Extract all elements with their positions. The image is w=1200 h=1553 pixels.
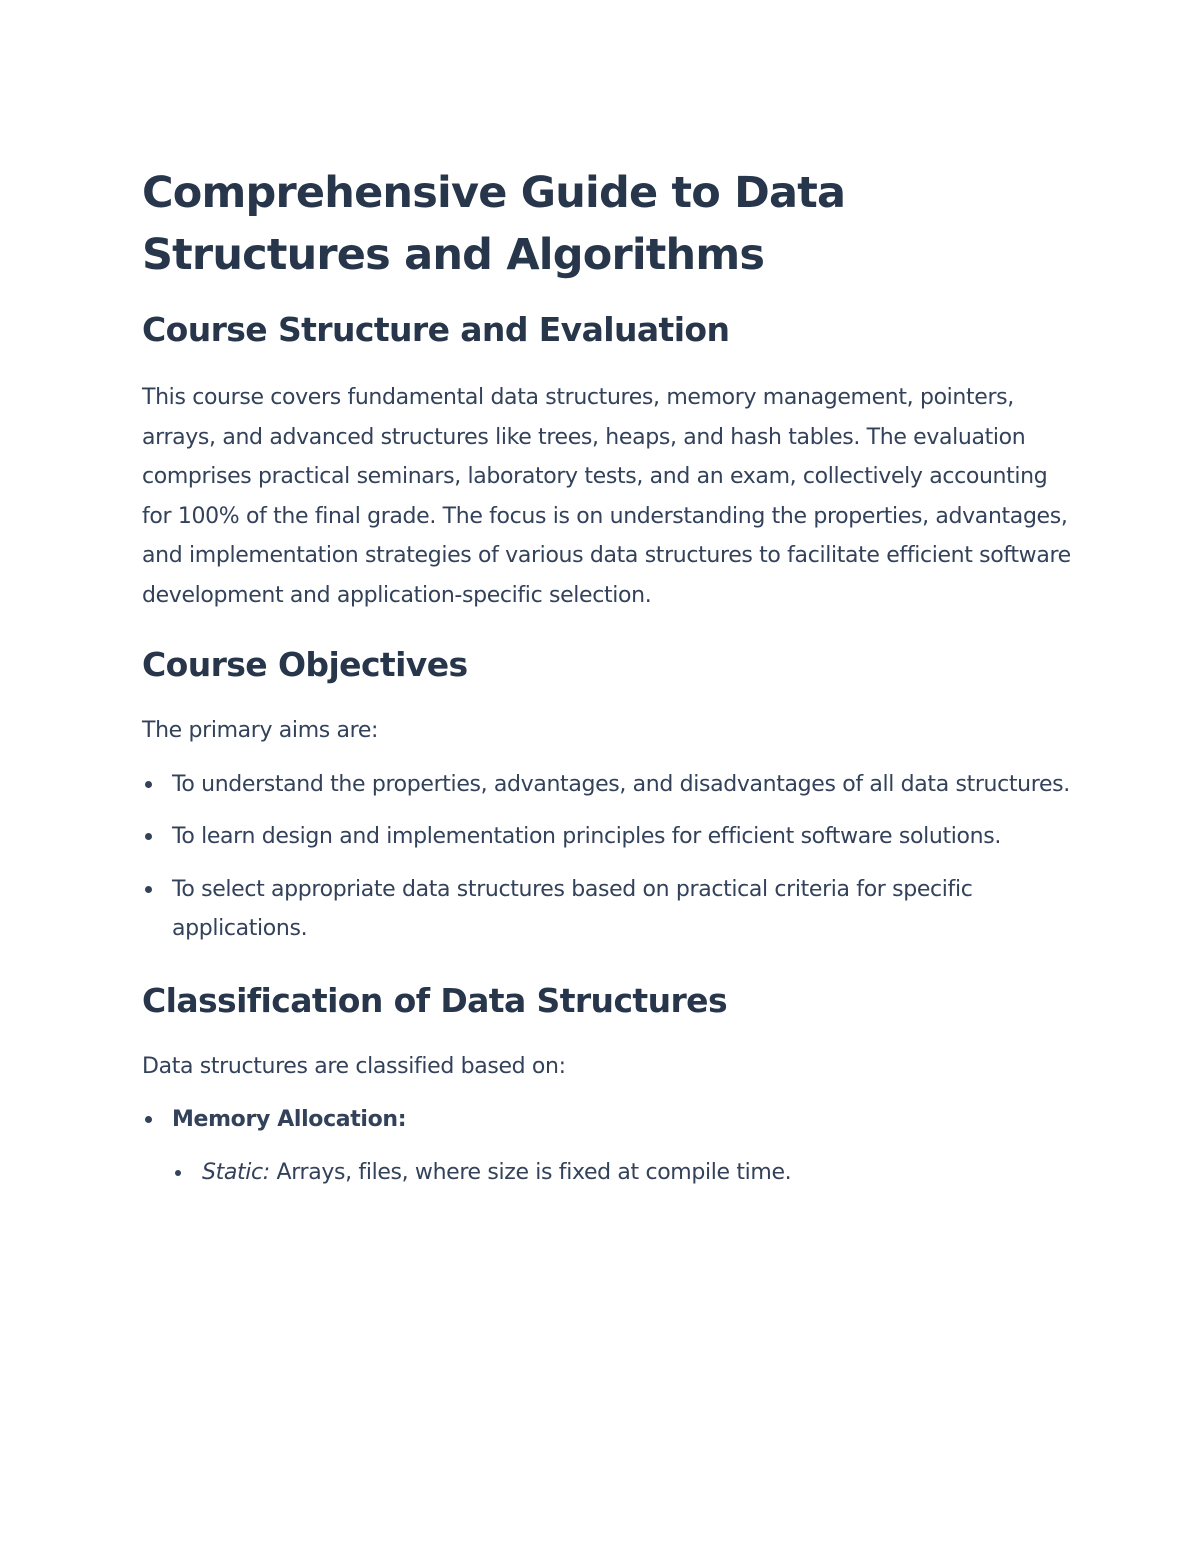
list-item-memory-allocation (142, 1100, 1072, 1192)
classification-list (142, 1100, 1072, 1192)
list-item: To select appropriate data structures based on practical criteria for specific applications. (142, 870, 1072, 949)
section-heading-course-structure: Course Structure and Evaluation (142, 310, 730, 349)
section-heading-classification: Classification of Data Structures (142, 980, 727, 1020)
nested-list (172, 1153, 1072, 1193)
document-page (142, 162, 1072, 1192)
nested-list-item (172, 1153, 1072, 1193)
document-title: Comprehensive Guide to Data Structures and Algorithms (142, 168, 846, 280)
nested-item-term: Static: (202, 1159, 270, 1185)
list-item: To learn design and implementation principles for efficient software solutions. (142, 817, 1072, 857)
section-body-course-structure: This course covers fundamental data structures, memory management, pointers, arrays, and advanced structures like trees, heaps, and hash tables. The evaluation comprises practical seminars, laboratory tests, and an exam, collectively accounting for 100% of the final grade. The focus is on understanding the properties, advantages, and implementation strategies of various data structures to facilitate efficient software development and application-specific selection. (142, 385, 1071, 608)
section-heading-course-objectives: Course Objectives (142, 645, 468, 684)
list-item-label: Memory Allocation: (172, 1107, 407, 1132)
list-item: To understand the properties, advantages, and disadvantages of all data structures. (142, 765, 1072, 805)
nested-item-text: Arrays, files, where size is fixed at compile time. (269, 1159, 792, 1185)
objectives-list (142, 765, 1072, 949)
objectives-intro: The primary aims are: (142, 718, 379, 743)
classification-intro: Data structures are classified based on: (142, 1053, 566, 1079)
